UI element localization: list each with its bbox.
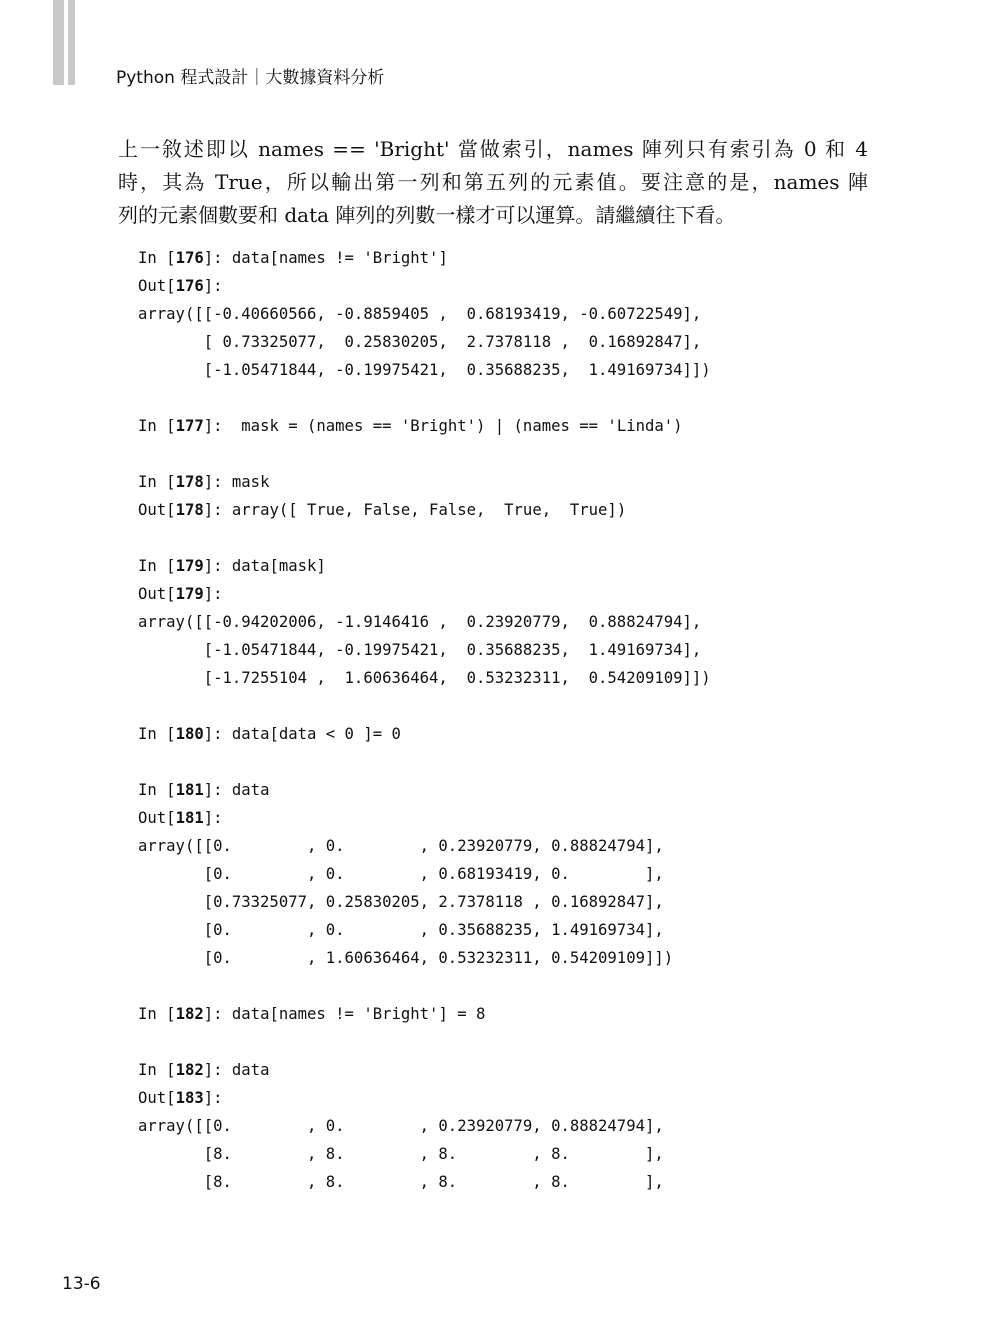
code-text: [8. , 8. , 8. , 8. ], — [138, 1145, 664, 1163]
code-text: [0.73325077, 0.25830205, 2.7378118 , 0.16892847], — [138, 893, 664, 911]
code-text: ]: — [203, 1089, 223, 1107]
code-line — [138, 832, 664, 860]
code-text: ]: — [203, 809, 223, 827]
code-text: ]: data — [203, 781, 270, 799]
paragraph-line: 列的元素個數要和 data 陣列的列數一樣才可以運算。請繼續往下看。 — [118, 203, 736, 227]
code-line — [138, 636, 701, 664]
decorative-bar-left — [53, 0, 64, 85]
code-prompt-number: 177 — [175, 417, 204, 435]
code-line — [138, 944, 673, 972]
code-prompt-prefix: Out[ — [138, 1089, 176, 1107]
code-line — [138, 300, 701, 328]
code-prompt-prefix: In [ — [138, 725, 176, 743]
code-line — [138, 776, 269, 804]
code-text: [-1.7255104 , 1.60636464, 0.53232311, 0.54209109]]) — [138, 669, 711, 687]
code-text: ]: data — [203, 1061, 270, 1079]
code-line — [138, 804, 223, 832]
code-line — [138, 1140, 664, 1168]
code-prompt-number: 183 — [175, 1089, 204, 1107]
code-prompt-prefix: Out[ — [138, 277, 176, 295]
code-line — [138, 272, 223, 300]
code-text: array([[0. , 0. , 0.23920779, 0.88824794], — [138, 1117, 664, 1135]
code-text: [0. , 0. , 0.68193419, 0. ], — [138, 865, 664, 883]
code-line — [138, 1056, 269, 1084]
code-text: ]: data[mask] — [203, 557, 326, 575]
code-prompt-number: 179 — [175, 585, 204, 603]
code-text: ]: mask — [203, 473, 270, 491]
code-line — [138, 1112, 664, 1140]
code-text: ]: — [203, 277, 223, 295]
code-line — [138, 720, 401, 748]
code-text: [ 0.73325077, 0.25830205, 2.7378118 , 0.16892847], — [138, 333, 702, 351]
code-prompt-prefix: In [ — [138, 1061, 176, 1079]
code-prompt-prefix: In [ — [138, 473, 176, 491]
code-line — [138, 1000, 485, 1028]
code-line — [138, 468, 269, 496]
code-prompt-number: 176 — [175, 249, 204, 267]
code-text: ]: data[names != 'Bright'] — [203, 249, 448, 267]
code-text: [8. , 8. , 8. , 8. ], — [138, 1173, 664, 1191]
code-text: array([[-0.94202006, -1.9146416 , 0.23920779, 0.88824794], — [138, 613, 702, 631]
running-head: Python 程式設計｜大數據資料分析 — [116, 68, 385, 88]
code-prompt-prefix: Out[ — [138, 501, 176, 519]
code-prompt-prefix: In [ — [138, 557, 176, 575]
code-text: array([[-0.40660566, -0.8859405 , 0.68193419, -0.60722549], — [138, 305, 702, 323]
code-text: ]: data[data < 0 ]= 0 — [203, 725, 401, 743]
code-prompt-prefix: Out[ — [138, 809, 176, 827]
paragraph-line: 時，其為 True，所以輸出第一列和第五列的元素值。要注意的是，names 陣 — [118, 170, 868, 194]
code-prompt-number: 178 — [175, 473, 204, 491]
code-prompt-number: 182 — [175, 1005, 204, 1023]
code-line — [138, 1168, 664, 1196]
paragraph-line: 上一敘述即以 names == 'Bright' 當做索引，names 陣列只有索引為 0 和 4 — [118, 137, 868, 161]
code-text: ]: data[names != 'Bright'] = 8 — [203, 1005, 486, 1023]
code-text: ]: array([ True, False, False, True, True]) — [203, 501, 627, 519]
code-prompt-prefix: In [ — [138, 781, 176, 799]
code-prompt-number: 178 — [175, 501, 204, 519]
code-text: [-1.05471844, -0.19975421, 0.35688235, 1.49169734]]) — [138, 361, 711, 379]
code-line — [138, 412, 683, 440]
code-prompt-number: 176 — [175, 277, 204, 295]
decorative-bar-right — [68, 0, 75, 85]
code-line — [138, 888, 664, 916]
code-line — [138, 496, 626, 524]
code-prompt-prefix: Out[ — [138, 585, 176, 603]
code-text: ]: — [203, 585, 223, 603]
code-prompt-prefix: In [ — [138, 417, 176, 435]
code-text: ]: mask = (names == 'Bright') | (names == 'Linda') — [203, 417, 683, 435]
code-line — [138, 916, 664, 944]
code-line — [138, 328, 701, 356]
code-prompt-number: 180 — [175, 725, 204, 743]
code-line — [138, 608, 701, 636]
code-prompt-prefix: In [ — [138, 249, 176, 267]
code-prompt-prefix: In [ — [138, 1005, 176, 1023]
code-line — [138, 356, 711, 384]
code-text: [0. , 1.60636464, 0.53232311, 0.54209109]]) — [138, 949, 674, 967]
code-prompt-number: 181 — [175, 781, 204, 799]
code-prompt-number: 182 — [175, 1061, 204, 1079]
code-line — [138, 664, 711, 692]
body-paragraph — [118, 133, 868, 232]
code-text: array([[0. , 0. , 0.23920779, 0.88824794], — [138, 837, 664, 855]
code-line — [138, 244, 448, 272]
code-text: [-1.05471844, -0.19975421, 0.35688235, 1.49169734], — [138, 641, 702, 659]
code-prompt-number: 179 — [175, 557, 204, 575]
code-line — [138, 580, 223, 608]
page-number: 13-6 — [62, 1274, 101, 1294]
code-line — [138, 860, 664, 888]
code-line — [138, 1084, 223, 1112]
code-prompt-number: 181 — [175, 809, 204, 827]
code-line — [138, 552, 326, 580]
code-text: [0. , 0. , 0.35688235, 1.49169734], — [138, 921, 664, 939]
